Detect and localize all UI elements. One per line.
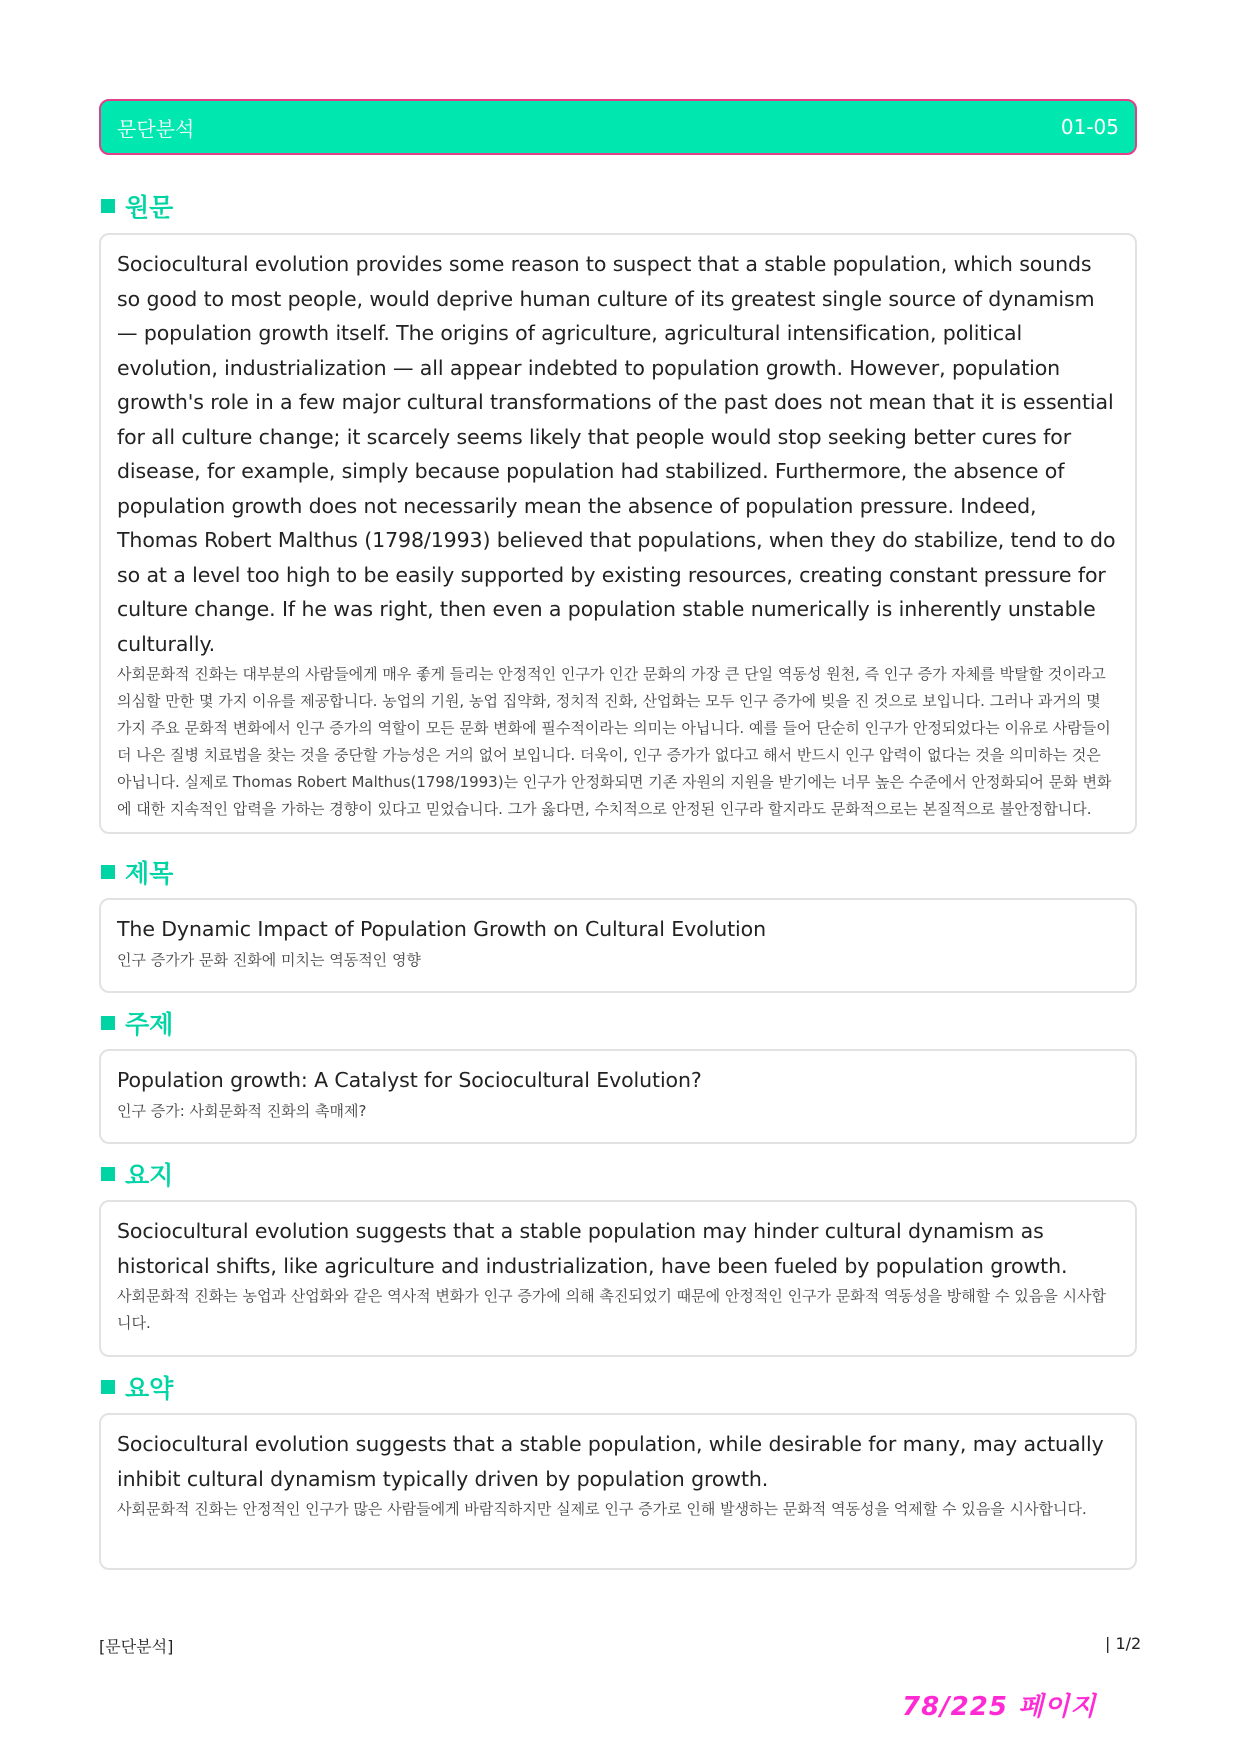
gist-korean-text: 사회문화적 진화는 농업과 산업화와 같은 역사적 변화가 인구 증가에 의해 촉진되었기 때문에 안정적인 인구가 문화적 역동성을 방해할 수 있음을 시사합니다. bbox=[117, 1287, 1106, 1332]
topic-korean-text: 인구 증가: 사회문화적 진화의 촉매제? bbox=[117, 1101, 367, 1120]
summary-english-text: Sociocultural evolution suggests that a stable population, while desirable for many, may actually inhibit cultural dynamism typically driven by population growth. bbox=[117, 1432, 1104, 1491]
section-heading-topic bbox=[101, 1005, 173, 1041]
section-heading-summary bbox=[101, 1369, 173, 1405]
gist-box bbox=[99, 1200, 1137, 1357]
title-box bbox=[99, 898, 1137, 993]
gist-english-text: Sociocultural evolution suggests that a stable population may hinder cultural dynamism as historical shifts, like agriculture and industrialization, have been fueled by population growth. bbox=[117, 1219, 1068, 1278]
square-bullet-icon bbox=[101, 1016, 115, 1030]
title-english-text: The Dynamic Impact of Population Growth on Cultural Evolution bbox=[117, 917, 766, 941]
page-stamp: 78/225 페이지 bbox=[902, 1692, 1097, 1722]
footer-label: [문단분석] bbox=[99, 1637, 174, 1656]
square-bullet-icon bbox=[101, 1380, 115, 1394]
section-heading-label: 요약 bbox=[125, 1374, 174, 1403]
original-english-text: Sociocultural evolution provides some reason to suspect that a stable population, which sounds so good to most people, would deprive human culture of its greatest single source of dynamism — population growth itself. The origins of agriculture, agricultural intensification, political evolution, industrialization — all appear indebted to population growth. However, population growth's role in a few major cultural transformations of the past does not mean that it is essential for all culture change; it scarcely seems likely that people would stop seeking better cures for disease, for example, simply because population had stabilized. Furthermore, the absence of population growth does not necessarily mean the absence of population pressure. Indeed, Thomas Robert Malthus (1798/1993) believed that populations, when they do stabilize, tend to do so at a level too high to be easily supported by existing resources, creating constant pressure for culture change. If he was right, then even a population stable numerically is inherently unstable culturally. bbox=[117, 252, 1116, 656]
summary-korean-text: 사회문화적 진화는 안정적인 인구가 많은 사람들에게 바람직하지만 실제로 인구 증가로 인해 발생하는 문화적 역동성을 억제할 수 있음을 시사합니다. bbox=[117, 1500, 1087, 1518]
summary-box bbox=[99, 1413, 1137, 1570]
title-korean-text: 인구 증가가 문화 진화에 미치는 역동적인 영향 bbox=[117, 950, 421, 969]
square-bullet-icon bbox=[101, 1167, 115, 1181]
section-heading-label: 요지 bbox=[125, 1161, 174, 1190]
header-bar bbox=[99, 99, 1137, 155]
section-heading-title bbox=[101, 854, 173, 890]
section-heading-label: 제목 bbox=[125, 859, 174, 888]
section-heading-label: 주제 bbox=[125, 1010, 174, 1039]
original-text-box bbox=[99, 233, 1137, 834]
section-heading-gist bbox=[101, 1156, 173, 1192]
square-bullet-icon bbox=[101, 199, 115, 213]
topic-box bbox=[99, 1049, 1137, 1144]
footer-page-number: | 1/2 bbox=[1105, 1634, 1142, 1653]
section-heading-label: 원문 bbox=[125, 193, 174, 222]
topic-english-text: Population growth: A Catalyst for Sociocultural Evolution? bbox=[117, 1068, 702, 1092]
square-bullet-icon bbox=[101, 865, 115, 879]
header-code: 01-05 bbox=[1060, 115, 1119, 139]
section-heading-original bbox=[101, 188, 173, 224]
header-title: 문단분석 bbox=[117, 116, 195, 141]
original-korean-translation: 사회문화적 진화는 대부분의 사람들에게 매우 좋게 들리는 안정적인 인구가 인간 문화의 가장 큰 단일 역동성 원천, 즉 인구 증가 자체를 박탈할 것이라고 의심할 만한 몇 가지 이유를 제공합니다. 농업의 기원, 농업 집약화, 정치적 진화, 산업화는 모두 인구 증가에 빚을 진 것으로 보입니다. 그러나 과거의 몇 가지 주요 문화적 변화에서 인구 증가의 역할이 모든 문화 변화에 필수적이라는 의미는 아닙니다. 예를 들어 단순히 인구가 안정되었다는 이유로 사람들이 더 나은 질병 치료법을 찾는 것을 중단할 가능성은 거의 없어 보입니다. 더욱이, 인구 증가가 없다고 해서 반드시 인구 압력이 없다는 것을 의미하는 것은 아닙니다. 실제로 Thomas Robert Malthus(1798/1993)는 인구가 안정화되면 기존 자원의 지원을 받기에는 너무 높은 수준에서 안정화되어 문화 변화에 대한 지속적인 압력을 가하는 경향이 있다고 믿었습니다. 그가 옳다면, 수치적으로 안정된 인구라 할지라도 문화적으로는 본질적으로 불안정합니다. bbox=[117, 665, 1112, 818]
